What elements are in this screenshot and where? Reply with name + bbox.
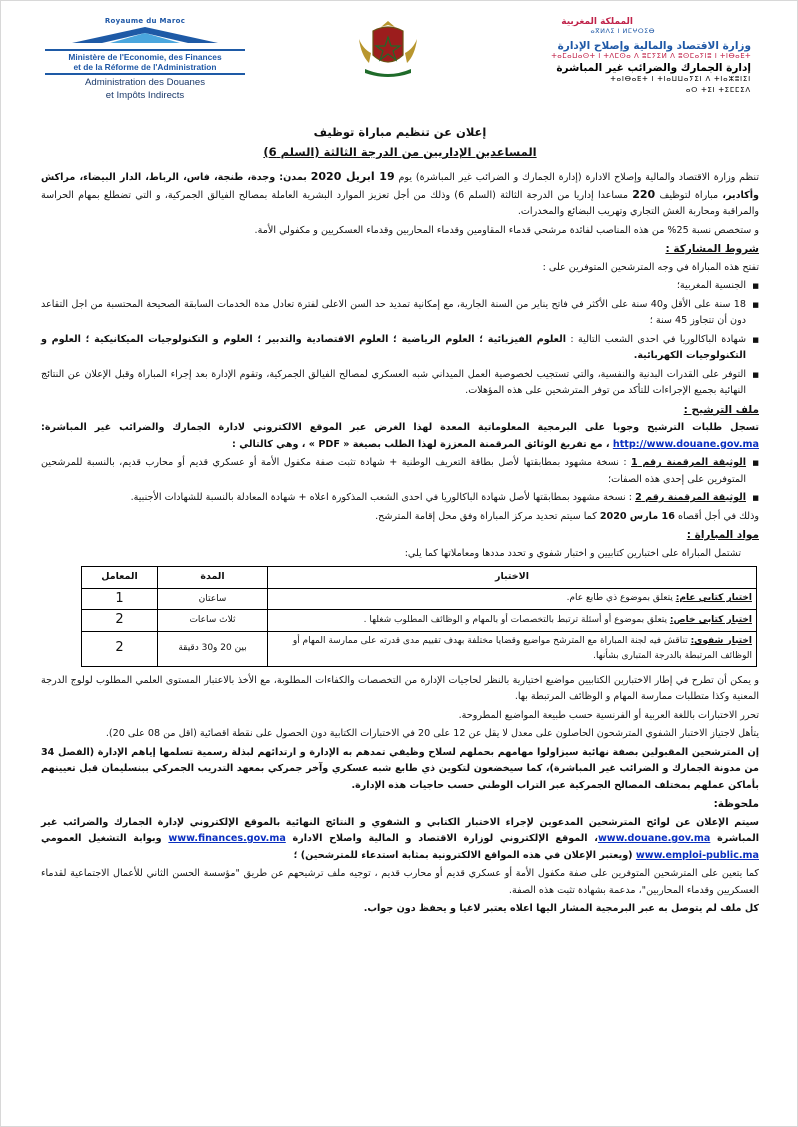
oral-eligibility-paragraph: يتأهل لاجتياز الاختبار الشفوي المترشحون الحاصلون على معدل لا يقل عن 12 على 20 في الاختبارات الكتابية دون الحصول على نقطة اقصائية (اقل من 08 على 20). xyxy=(105,728,759,739)
coat-of-arms-icon xyxy=(353,19,423,81)
announcement-title: إعلان عن تنظيم مباراة توظيف xyxy=(313,125,487,139)
ministry-name-ar: وزارة الاقتصاد والمالية وإصلاح الإدارة xyxy=(557,40,751,52)
emploi-public-link[interactable]: www.emploi-public.ma xyxy=(635,849,759,861)
announcement-body xyxy=(41,169,759,920)
kingdom-label-fr: Royaume du Maroc xyxy=(104,17,186,25)
table-header-duration: المدة xyxy=(158,567,268,589)
ministry-name-tif: ⵜⴰⵎⴰⵡⴰⵙⵜ ⵏ ⵜⴷⵎⵙⴰ ⴷ ⵓⵎⵢⵉⵍ ⴷ ⵓⵙⵎⴰⵢⵏⵓ ⵏ ⵜⵏⴱⴰⴹⵜ xyxy=(551,52,751,60)
letterhead xyxy=(1,1,798,113)
ministry-name-fr: Ministère de l'Economie, des Finances et de la Réforme de l'Administration xyxy=(45,49,245,75)
language-paragraph: تحرر الاختبارات باللغة العربية أو الفرنسية حسب طبيعة المواضيع المطروحة. xyxy=(458,709,759,721)
table-row: اختبار كتابي خاص: يتعلق بموضوع أو أسئلة ترتبط بالتخصصات أو بالمهام و الوظائف المطلوب شغلها . ثلاث ساعات 2 xyxy=(82,610,757,632)
kingdom-label-ar: المملكة المغربية xyxy=(561,17,633,27)
admin-name-fr-1: Administration des Douanes xyxy=(85,77,205,88)
quota-paragraph: و ستخصص نسبة 25% من هذه المناصب لفائدة مرشحي قدماء المقاومين وقدماء المحاربين وقدماء العسكريين و مكفولي الأمة. xyxy=(254,224,759,236)
conditions-lead: تفتح هذه المباراة في وجه المترشحين المتوفرين على : xyxy=(542,261,759,273)
kingdom-label-tif: ⴰⴳⵍⴷⵉ ⵏ ⵍⵎⵖⵔⵉⴱ xyxy=(590,27,655,35)
condition-age: ■ 18 سنة على الأقل و40 سنة على الأكثر في فاتح يناير من السنة الجارية، مع إمكانية تمديد حد السن الاعلى لفترة تعادل مدة الخدمات السابقة الصحيحة المحتسبة من اجل التقاعد دون أن تتجاوز 45 سنة ؛ xyxy=(41,297,759,330)
subjects-lead: تشتمل المباراة على اختبارين كتابيين و اختبار شفوي و تحدد مددها ومعاملاتها كما يلي: xyxy=(404,547,741,559)
notes-heading: ملحوظة: xyxy=(713,798,759,810)
table-header-coef: المعامل xyxy=(82,567,158,589)
letterhead-right xyxy=(531,17,751,96)
file-lead: تسجل طلبات الترشيح وجوبا على البرمجية المعلوماتية المعدة لهذا الغرض عبر الموقع الالكتروني لادارة الجمارك والضرائب غير المباشرة: http://www.douane.gov.ma ، مع تفريغ الوثائق المرقمنة المعززة لهذا الطلب بصيغة « PDF » ، وهي كالتالي : xyxy=(41,422,759,450)
document-1: ■ الوثيقة المرقمنة رقم 1 : نسخة مشهود بمطابقتها لأصل بطاقة التعريف الوطنية + شهادة تثبت صفة مكفول الأمة أو عسكري قديم أو محارب قديم، بالنسبة للمرشحين المتوفرين على إحدى هذه الصفات؛ xyxy=(41,455,759,488)
condition-diploma: ■ شهادة الباكالوريا في احدى الشعب التالية : العلوم الفيزيائية ؛ العلوم الرياضية ؛ العلوم الاقتصادية والتدبير ؛ العلوم و التكنولوجيات الميكانيكية ؛ العلوم و التكنولوجيات الكهربائية. xyxy=(41,332,759,365)
admin-name-fr-2: et Impôts Indirects xyxy=(105,90,185,101)
document-2: ■ الوثيقة المرقمنة رقم 2 : نسخة مشهود بمطابقتها لأصل شهادة الباكالوريا في احدى الشعب المذكورة اعلاه + شهادة المعادلة بالنسبة للشهادات الأجنبية. xyxy=(41,490,759,507)
veterans-paragraph: كما يتعين على المترشحين المتوفرين على صفة مكفول الأمة أو عسكري قديم أو محارب قديم ، توجيه ملف ترشيحهم عن طريق "مؤسسة الحسن الثاني للأعمال الاجتماعية لقدماء العسكريين وقدماء المحاربين"، مدعمة بشهادة تثبت هذه الصفة. xyxy=(41,868,759,896)
admin-name-tif-1: ⵜⴰⵏⴱⴰⴹⵜ ⵏ ⵜⵏⴰⵡⵡⴰⵢⵉⵏ ⴷ ⵜⵏⴰⵣⵓⵏⵉⵏ xyxy=(610,75,751,83)
finances-link[interactable]: www.finances.gov.ma xyxy=(168,833,286,844)
letterhead-left xyxy=(45,17,245,101)
admin-name-ar: إدارة الجمارك والضرائب غير المباشرة xyxy=(556,62,751,74)
conditions-heading: شروط المشاركة : xyxy=(665,243,759,255)
condition-nationality: ■ الجنسية المغربية؛ xyxy=(41,278,759,295)
weapon-uniform-paragraph: إن المترشحين المقبولين بصفة نهائية سيزاولوا مهامهم بحملهم لسلاح وظيفي تمدهم به الإدارة و ارتدائهم لبذلة رسمية تسلمها إياهم الإدارة (الفصل 34 من مدونة الجمارك و الضرائب غير المباشرة)، كما سيخضعون لتكوين ذي طابع شبه عسكري وآخر جمركي بمعهد التدريب الجمركي ببنسليمان قبل تعيينهم بأماكن عملهم بمختلف المصالح الجمركية عبر التراب الوطني حسب حاجيات هذه الإدارة. xyxy=(41,746,759,791)
table-row: اختبار شفوي: تناقش فيه لجنة المباراة مع المترشح مواضيع وقضايا مختلفة بهدف تقييم مدى قدرته على ممارسة المهام أو الوظائف المرتبطة بالدرجة المتبارى بشأنها. بين 20 و30 دقيقة 2 xyxy=(82,631,757,666)
admin-name-tif-2: ⴰⵔ ⵜⵉⵏ ⵜⵉⵎⵎⵉⴷ xyxy=(685,86,751,94)
table-row: اختبار كتابي عام: يتعلق بموضوع ذي طابع عام. ساعتان 1 xyxy=(82,588,757,610)
douane-link[interactable]: http://www.douane.gov.ma xyxy=(612,438,759,450)
subjects-heading: مواد المباراة : xyxy=(686,529,759,541)
douane-results-link[interactable]: www.douane.gov.ma xyxy=(597,833,711,844)
intro-paragraph: تنظم وزارة الاقتصاد والمالية وإصلاح الادارة (إدارة الجمارك و الضرائب غير المباشرة) يوم 19 ابريل 2020 بمدن: وجدة، طنجة، فاس، الرباط، الدار البيضاء، مراكش وأكادير، مباراة لتوظيف 220 مساعدا إداريا من الدرجة الثالثة (السلم 6) وذلك من أجل تعزيز الموارد البشرية العاملة بمصالح الفيالق الجمركية، و التي تضطلع بمهام الحراسة والمراقبة ومحاربة الغش التجاري وتهريب البضائع والمخدرات. xyxy=(41,170,759,217)
file-heading: ملف الترشيح : xyxy=(683,403,759,416)
table-header-exam: الاختبار xyxy=(268,567,757,589)
announcement-subtitle: المساعدين الإداريين من الدرجة الثالثة (السلم 6) xyxy=(263,145,537,159)
condition-physical: ■ التوفر على القدرات البدنية والنفسية، والتي تستجيب لخصوصية العمل الميداني شبه العسكري لمصالح الفيالق الجمركية، وتقوم الإدارة بعد إجراء المباراة وقبل الإعلان عن النتائج النهائية بجميع الإجراءات للتأكد من توفر المترشحين على هذه المؤهلات. xyxy=(41,367,759,400)
exams-table xyxy=(81,566,757,667)
results-announcement-paragraph: سيتم الإعلان عن لوائح المترشحين المدعوين لإجراء الاختبار الكتابي و الشفوي و النتائج النهائية بالموقع الإلكتروني لإدارة الجمارك والضرائب غير المباشرة www.douane.gov.ma، الموقع الإلكتروني لوزارة الاقتصاد و المالية واصلاح الادارة www.finances.gov.ma وبوابة التشغيل العمومي www.emploi-public.ma (ويعتبر الإعلان في هذه المواقع الالكترونية بمثابة استدعاء للمترشحين) ؛ xyxy=(41,816,760,861)
ministry-logo-icon xyxy=(70,26,220,44)
final-warning-paragraph: كل ملف لم يتوصل به عبر البرمجية المشار اليها اعلاه يعتبر لاغيا و يحفظ دون جواب. xyxy=(363,903,759,914)
deadline-paragraph: وذلك في أجل أقصاه 16 مارس 2020 كما سيتم تحديد مركز المباراة وفق محل إقامة المترشح. xyxy=(375,510,759,522)
optional-topics-paragraph: و يمكن أن تطرح في إطار الاختبارين الكتابيين مواضيع اختيارية بالنظر لحاجيات الإدارة من التخصصات والكفاءات المطلوبة، مع الأخذ بالاعتبار المستوى العلمي المطلوب لولوج الدرجة المعنية وكذا متطلبات ممارسة المهام و الوظائف المرتبطة بها. xyxy=(41,674,759,702)
